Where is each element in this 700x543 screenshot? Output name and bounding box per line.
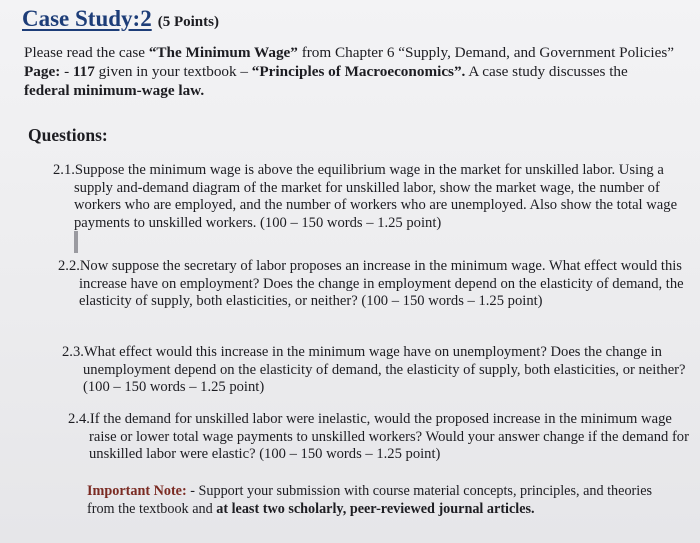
intro-text-2: from Chapter 6 “Supply, Demand, and Government Policies” [297,44,674,61]
note-label: Important Note: [87,483,187,499]
question-item [58,258,694,311]
intro-paragraph [24,43,674,100]
intro-text-5: A case study discusses the [465,63,628,80]
question-item [62,344,695,397]
note-emphasis: at least two scholarly, peer-reviewed journal articles. [216,501,535,517]
case-name: “The Minimum Wage” [148,44,298,61]
question-number: 2.4. [68,411,90,427]
text-cursor-mark [74,231,78,253]
important-note [87,482,677,518]
page-label: Page: [24,63,61,80]
page-number: 117 [72,63,95,80]
question-text: Suppose the minimum wage is above the equilibrium wage in the market for unskilled labor. Using a supply and-demand diagram of the market for unskilled labor, show the market wage, the number of workers who are employed, and the number of workers who are unemployed. Also show the total wage payments to unskilled workers. (100 – 150 words – 1.25 point) [74,162,678,231]
question-item [53,162,694,232]
title-row [22,6,219,32]
question-text: Now suppose the secretary of labor proposes an increase in the minimum wage. What effect would this increase have on employment? Does the change in employment depend on the elasticity of demand, the elasticity of supply, both elasticities, or neither? (100 – 150 words – 1.25 point) [79,258,684,310]
case-study-title: Case Study:2 [22,6,152,31]
intro-text-4: given in your textbook – [94,63,252,80]
question-item [68,411,695,464]
question-text: If the demand for unskilled labor were inelastic, would the proposed increase in the minimum wage raise or lower total wage payments to unskilled workers? Would your answer change if the demand for unskilled labor were elastic? (100 – 150 words – 1.25 point) [89,411,689,463]
textbook-name: “Principles of Macroeconomics”. [251,63,466,80]
question-number: 2.2. [58,258,80,274]
intro-text-1: Please read the case [24,44,149,61]
note-text: - Support your submission with course material concepts, principles, and theories from the textbook and [87,483,653,517]
question-text: What effect would this increase in the minimum wage have on unemployment? Does the change in unemployment depend on the elasticity of demand, the elasticity of supply, both elasticities, or neither? (100 – 150 words – 1.25 point) [83,344,686,396]
points-label: (5 Points) [157,14,219,30]
question-number: 2.3. [62,344,84,360]
intro-text-3: - [60,63,73,80]
topic: federal minimum-wage law. [24,82,205,99]
question-number: 2.1. [53,162,75,178]
questions-heading: Questions: [28,125,108,145]
